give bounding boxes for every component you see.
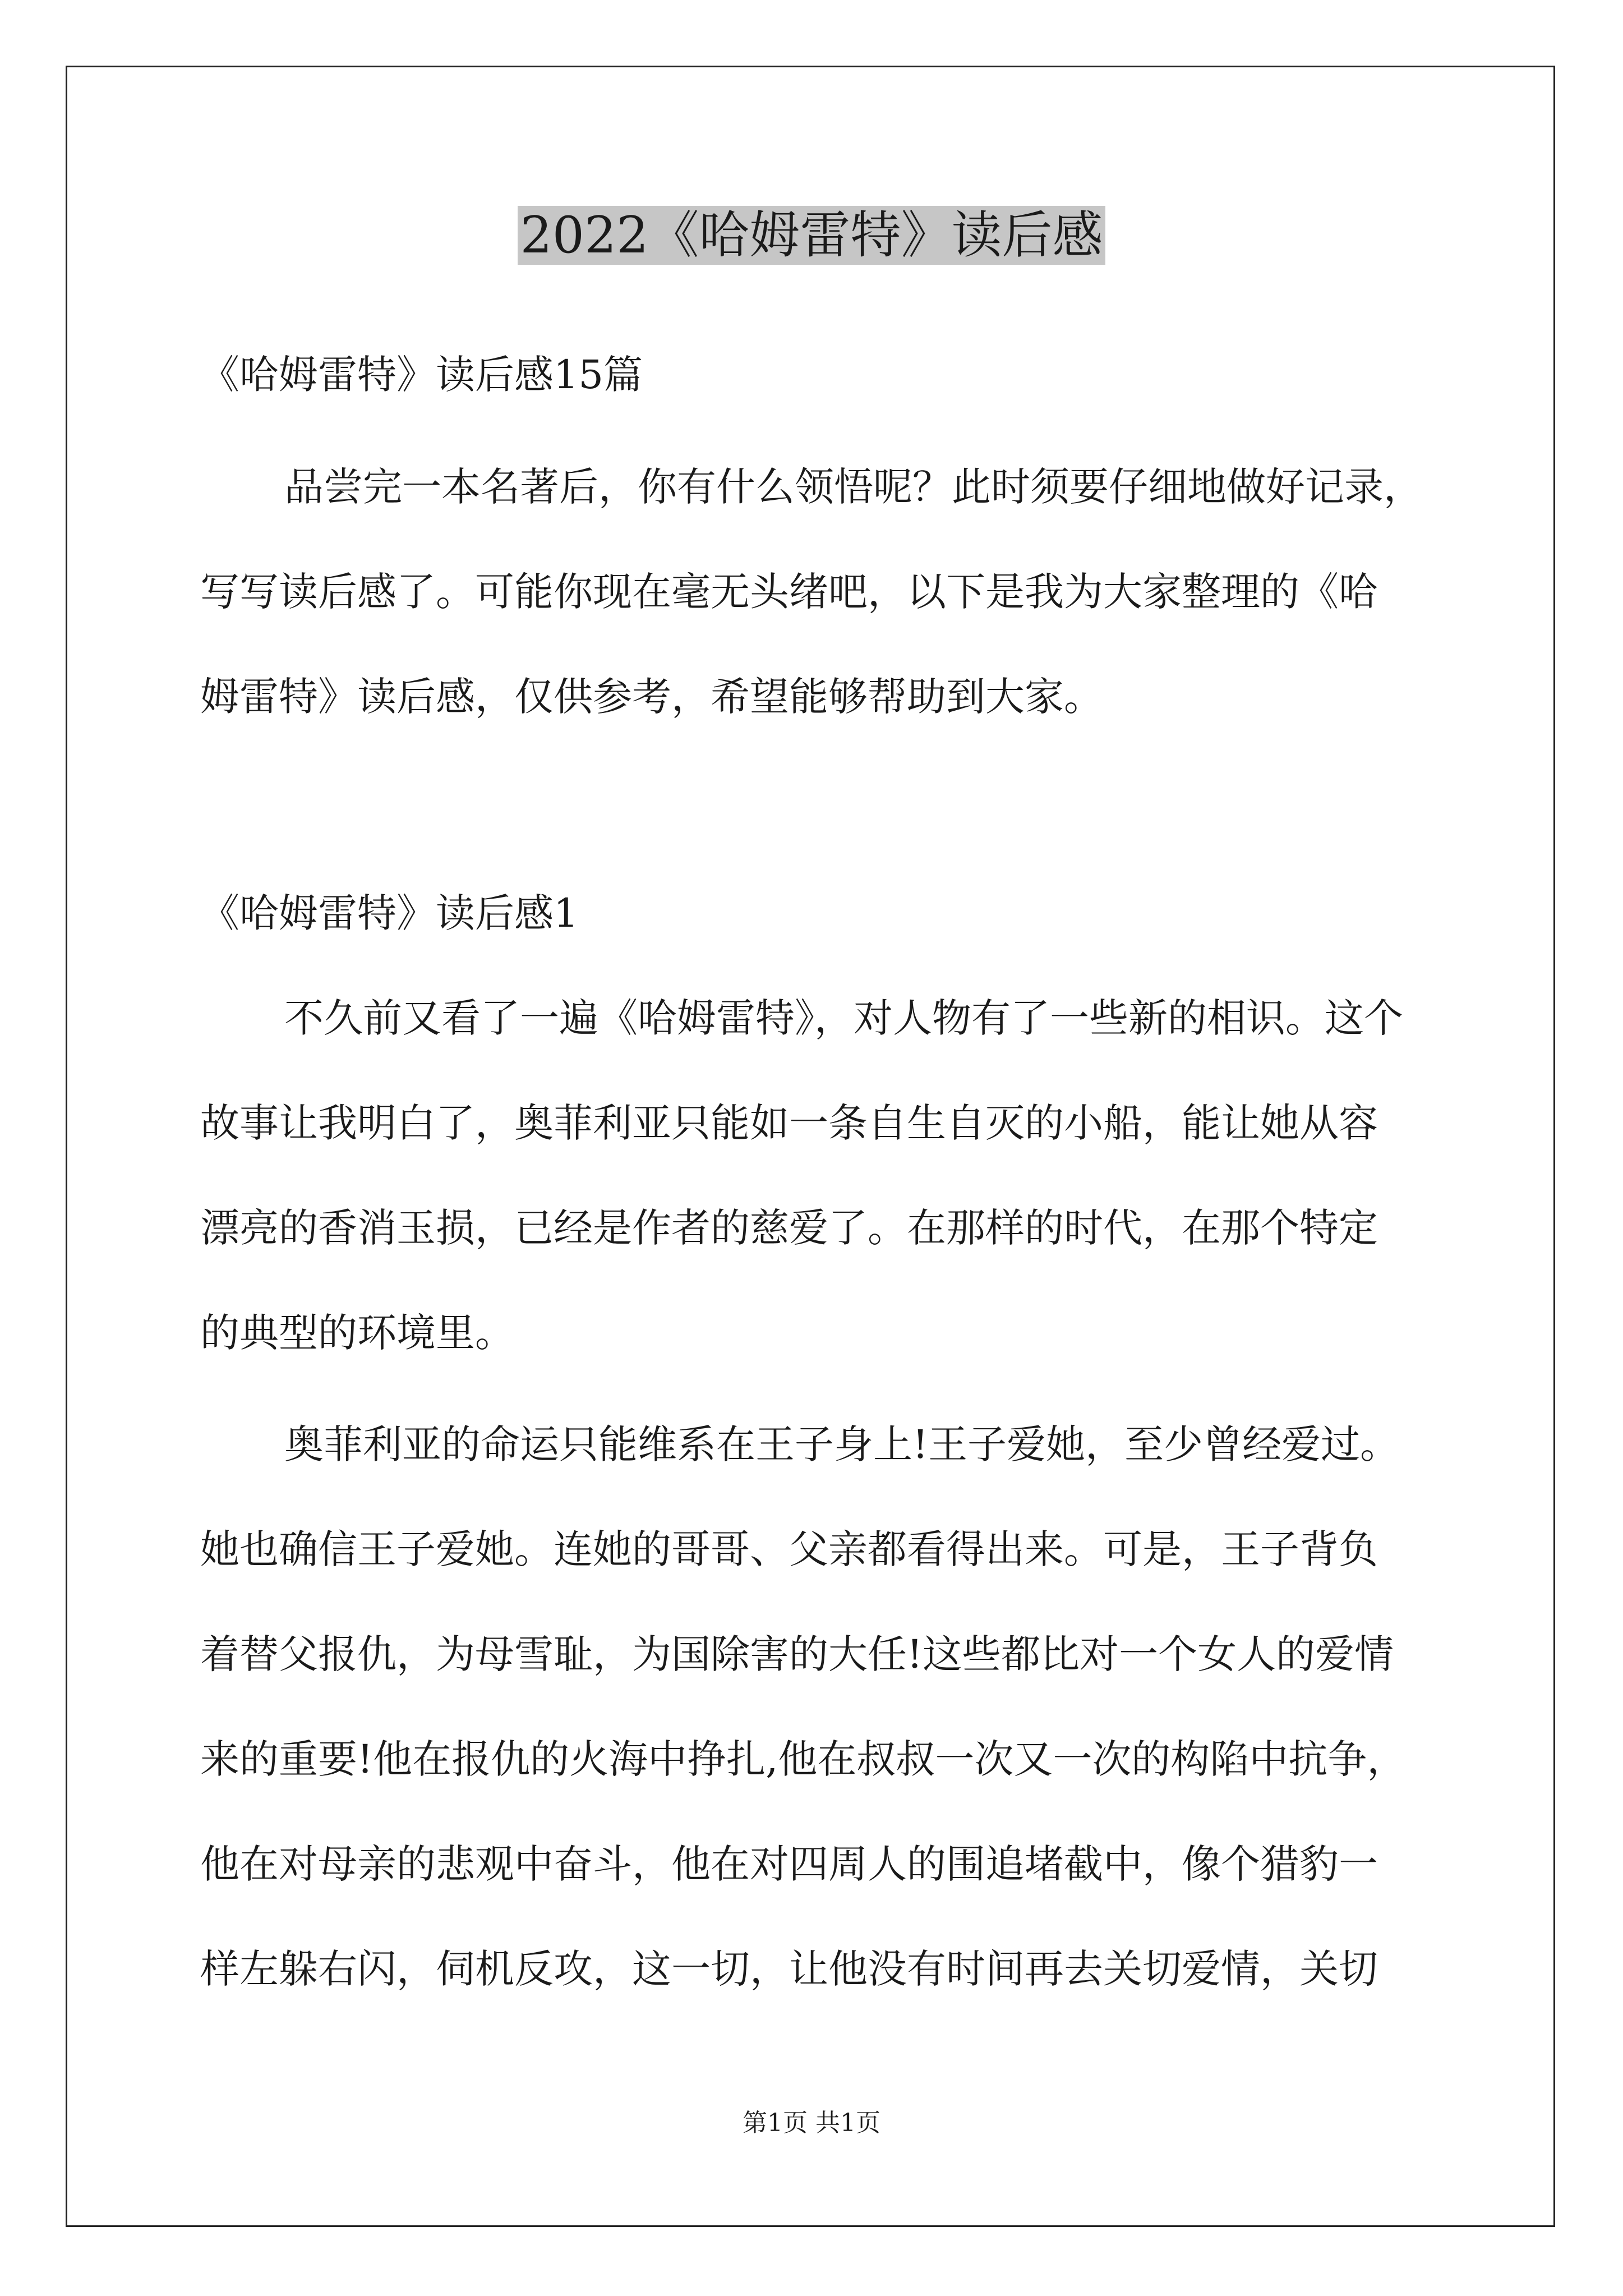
paragraph-line: 样左躲右闪，伺机反攻，这一切，让他没有时间再去关切爱情，关切 xyxy=(200,1946,1378,1992)
document-title xyxy=(0,199,1623,272)
paragraph-line: 不久前又看了一遍《哈姆雷特》，对人物有了一些新的相识。这个 xyxy=(284,995,1403,1041)
paragraph-line: 来的重要!他在报仇的火海中挣扎,他在叔叔一次又一次的构陷中抗争， xyxy=(200,1736,1407,1782)
intro-line: 姆雷特》读后感，仅供参考，希望能够帮助到大家。 xyxy=(200,674,1103,720)
paragraph-line: 故事让我明白了，奥菲利亚只能如一条自生自灭的小船，能让她从容 xyxy=(200,1100,1378,1146)
document-subtitle: 《哈姆雷特》读后感15篇 xyxy=(200,352,643,398)
paragraph-line: 着替父报仇，为母雪耻，为国除害的大任!这些都比对一个女人的爱情 xyxy=(200,1631,1394,1677)
paragraph-line: 他在对母亲的悲观中奋斗，他在对四周人的围追堵截中，像个猎豹一 xyxy=(200,1841,1378,1887)
intro-line: 写写读后感了。可能你现在毫无头绪吧，以下是我为大家整理的《哈 xyxy=(200,569,1378,615)
paragraph-line: 的典型的环境里。 xyxy=(200,1310,514,1356)
paragraph-line: 她也确信王子爱她。连她的哥哥、父亲都看得出来。可是，王子背负 xyxy=(200,1526,1378,1572)
paragraph-line: 漂亮的香消玉损，已经是作者的慈爱了。在那样的时代，在那个特定 xyxy=(200,1205,1378,1251)
page-number-footer: 第1页 共1页 xyxy=(743,2109,880,2137)
intro-line: 品尝完一本名著后，你有什么领悟呢？此时须要仔细地做好记录， xyxy=(284,464,1423,510)
paragraph-line: 奥菲利亚的命运只能维系在王子身上!王子爱她，至少曾经爱过。 xyxy=(284,1421,1400,1467)
document-title-text: 2022《哈姆雷特》读后感 xyxy=(518,206,1105,265)
section-heading: 《哈姆雷特》读后感1 xyxy=(200,890,579,936)
